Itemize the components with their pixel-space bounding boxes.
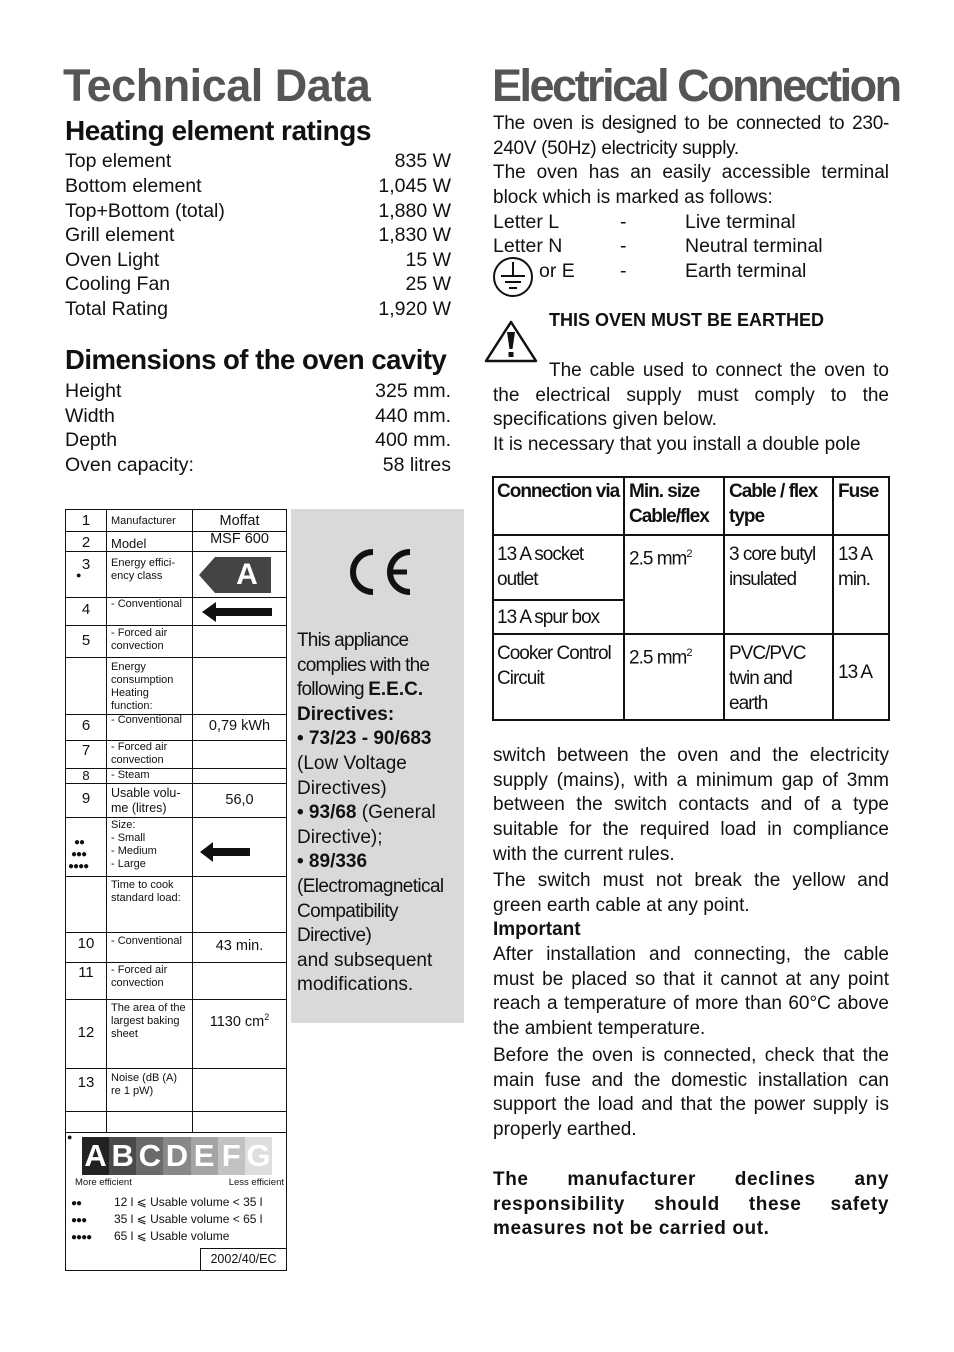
row-number: 5	[81, 632, 91, 649]
connection-table	[492, 476, 890, 721]
disclaimer-text: The manufacturer declines any responsibility should these safety measures not be carried out.	[493, 1169, 889, 1240]
terminal-dash: -	[620, 211, 627, 233]
spec-row	[65, 453, 451, 478]
spec-label: Bottom element	[65, 175, 202, 197]
ce-compliance-box	[291, 509, 464, 1023]
row-desc: - Conventional	[111, 598, 182, 610]
time-conventional-value: 43 min.	[215, 938, 264, 954]
more-efficient-label: More efficient	[75, 1177, 132, 1188]
spec-row	[65, 404, 451, 429]
spec-row	[65, 379, 451, 404]
bullet-icon: ●	[76, 570, 82, 580]
spec-row	[65, 428, 451, 453]
spec-value: 325 mm.	[375, 380, 451, 402]
cell-fuse: 13 A min.	[838, 544, 871, 590]
cell-cable-type: 3 core butyl insulated	[729, 544, 816, 590]
row-number: 11	[78, 964, 94, 981]
size-small: - Small	[111, 832, 146, 844]
row-desc: - Conventional	[111, 935, 182, 947]
cell-socket-outlet: 13 A socket outlet	[497, 544, 584, 590]
cell-min-size: 2.5 $mm^2$	[629, 647, 692, 669]
spec-row	[65, 297, 451, 322]
usable-volume-value: 56,0	[225, 792, 254, 808]
directive-label: 2002/40/EC	[200, 1248, 286, 1270]
row-number: 1	[81, 512, 91, 529]
spec-label: Width	[65, 405, 115, 427]
ce-mark-icon	[340, 546, 414, 598]
spec-row	[65, 248, 451, 273]
ce-compliance-text: This appliance complies with the following E.E.C. Directives: • 73/23 - 90/683 (Low Voltage Directives) • 93/68 (General Directive); • 89/336 (Electromagnetical Compatibility Directive) and subsequent modifications.	[297, 630, 444, 996]
spec-label: Top element	[65, 150, 172, 172]
spec-label: Total Rating	[65, 298, 168, 320]
row-desc: Noise (dB (A) re 1 pW)	[111, 1072, 178, 1097]
important-heading: Important	[493, 919, 581, 940]
bullet-icon: ●	[67, 1132, 73, 1142]
spec-row	[65, 149, 451, 174]
heating-heading: Heating element ratings	[65, 115, 371, 146]
row-number: 2	[81, 534, 91, 551]
check-fuse-text: Before the oven is connected, check that the main fuse and the domestic installation can support the load and that the power supply is properly earthed.	[493, 1045, 889, 1141]
cell-min-size: 2.5 $mm^2$	[629, 548, 692, 570]
row-number: 8	[82, 768, 90, 783]
arrow-left-icon	[202, 602, 272, 622]
terminal-letter: or E	[539, 260, 575, 282]
spec-row	[65, 174, 451, 199]
cable-spec-text: The cable used to connect the oven to the electrical supply must comply to the specifications given below.	[493, 360, 889, 431]
row-desc: - Steam	[111, 769, 150, 781]
terminal-letter: Letter N	[493, 235, 563, 257]
header-fuse: Fuse	[838, 481, 879, 502]
terminal-letter: Letter L	[493, 211, 560, 233]
efficiency-scale	[82, 1137, 272, 1175]
spec-value: 15 W	[405, 249, 451, 271]
spec-value: 400 mm.	[375, 429, 451, 451]
row-desc: Energy effici-ency class	[111, 557, 175, 582]
size-small-dots-icon: ●●	[74, 837, 85, 848]
manufacturer-value: Moffat	[219, 513, 260, 529]
volume-dots-icon: ●●	[71, 1198, 82, 1209]
row-number: 7	[81, 742, 91, 759]
earthed-warning: THIS OVEN MUST BE EARTHED	[549, 310, 825, 330]
row-desc: - Forced air convection	[111, 627, 168, 652]
spec-value: 58 litres	[382, 454, 451, 476]
arrow-left-icon	[200, 842, 250, 862]
volume-dots-icon: ●●●	[71, 1215, 87, 1226]
earth-symbol-icon	[492, 256, 534, 298]
header-min-size: Min. size Cable/flex	[629, 481, 709, 527]
spec-row	[65, 199, 451, 224]
row-number: 4	[81, 601, 91, 618]
scale-letter: F	[218, 1137, 245, 1175]
size-title: Size:	[111, 819, 136, 831]
spec-value: 1,830 W	[378, 224, 451, 246]
spec-label: Grill element	[65, 224, 175, 246]
energy-label-table	[65, 509, 287, 1271]
cell-fuse: 13 A	[838, 662, 873, 683]
spec-row	[65, 272, 451, 297]
spec-value: 25 W	[405, 273, 451, 295]
size-medium-dots-icon: ●●●	[71, 849, 87, 860]
size-large-dots-icon: ●●●●	[68, 861, 89, 872]
row-number: 6	[81, 717, 91, 734]
model-value: MSF 600	[210, 531, 269, 547]
spec-row	[65, 223, 451, 248]
row-number: 10	[77, 935, 95, 952]
terminal-dash: -	[620, 260, 627, 282]
terminal-intro-text: The oven has an easily accessible terminal block which is marked as follows:	[493, 162, 889, 208]
scale-letter: B	[109, 1137, 136, 1175]
spec-label: Top+Bottom (total)	[65, 200, 225, 222]
row-desc: The area of the largest baking sheet	[111, 1002, 186, 1040]
energy-class-letter: A	[236, 558, 258, 591]
terminal-dash: -	[620, 235, 627, 257]
scale-letter: A	[82, 1137, 109, 1175]
row-desc: - Forced air convection	[111, 741, 168, 766]
volume-range: 35 l ⩽ Usable volume < 65 l	[114, 1212, 263, 1226]
warning-triangle-icon	[483, 319, 539, 364]
size-medium: - Medium	[111, 845, 157, 857]
row-desc: - Forced air convection	[111, 964, 168, 989]
header-connection-via: Connection via	[497, 481, 620, 502]
cell-spur-box: 13 A spur box	[497, 607, 600, 628]
spec-label: Height	[65, 380, 122, 402]
spec-value: 1,880 W	[378, 200, 451, 222]
spec-label: Depth	[65, 429, 118, 451]
earth-cable-text: The switch must not break the yellow and green earth cable at any point.	[493, 870, 889, 916]
spec-label: Oven capacity:	[65, 454, 194, 476]
spec-label: Cooling Fan	[65, 273, 171, 295]
important-text: After installation and connecting, the cable must be placed so that it cannot at any point reach a temperature of more than 60°C above the ambient temperature.	[493, 944, 889, 1040]
less-efficient-label: Less efficient	[228, 1177, 284, 1188]
row-desc: Usable volu-me (litres)	[111, 786, 181, 815]
electrical-connection-title: Electrical Connection	[492, 60, 900, 111]
spec-value: 1,045 W	[378, 175, 451, 197]
cell-cooker-control: Cooker Control Circuit	[497, 643, 611, 689]
intro-text: The oven is designed to be connected to 230-240V (50Hz) electricity supply.	[493, 113, 889, 159]
terminal-desc: Earth terminal	[685, 260, 807, 282]
volume-range: 65 l ⩽ Usable volume	[114, 1229, 230, 1243]
size-large: - Large	[111, 858, 146, 870]
spec-value: 440 mm.	[375, 405, 451, 427]
spec-label: Oven Light	[65, 249, 160, 271]
spec-value: 835 W	[394, 150, 451, 172]
switch-text: switch between the oven and the electricity supply (mains), with a minimum gap of 3mm between the switch contacts and of a type suitable for the required load in compliance with the current rules.	[493, 745, 889, 865]
double-pole-text: It is necessary that you install a double pole	[493, 434, 861, 455]
energy-conventional-value: 0,79 kWh	[208, 718, 271, 734]
header-cable-type: Cable / flex type	[729, 481, 818, 527]
row-desc: Time to cook standard load:	[111, 879, 181, 904]
row-desc: Model	[111, 536, 147, 551]
technical-data-title: Technical Data	[63, 60, 371, 111]
row-desc: Energy consumption Heating function:	[111, 661, 174, 712]
terminal-desc: Neutral terminal	[685, 235, 823, 257]
scale-letter: E	[191, 1137, 218, 1175]
row-number: 3	[81, 556, 91, 573]
scale-letter: G	[246, 1138, 271, 1173]
scale-letter: D	[163, 1137, 190, 1175]
row-desc: Manufacturer	[111, 515, 176, 527]
row-number: 13	[77, 1074, 95, 1091]
cell-cable-type: PVC/PVC twin and earth	[729, 643, 806, 714]
terminal-desc: Live terminal	[685, 211, 796, 233]
scale-letter: C	[136, 1137, 163, 1175]
spec-value: 1,920 W	[378, 298, 451, 320]
baking-sheet-area-value: 1130 $cm^2$	[209, 1012, 270, 1030]
row-number: 9	[81, 790, 91, 807]
row-desc: - Conventional	[111, 714, 182, 726]
volume-dots-icon: ●●●●	[71, 1232, 92, 1243]
volume-range: 12 l ⩽ Usable volume < 35 l	[114, 1195, 263, 1209]
dimensions-heading: Dimensions of the oven cavity	[65, 344, 447, 375]
row-number: 12	[77, 1024, 95, 1041]
